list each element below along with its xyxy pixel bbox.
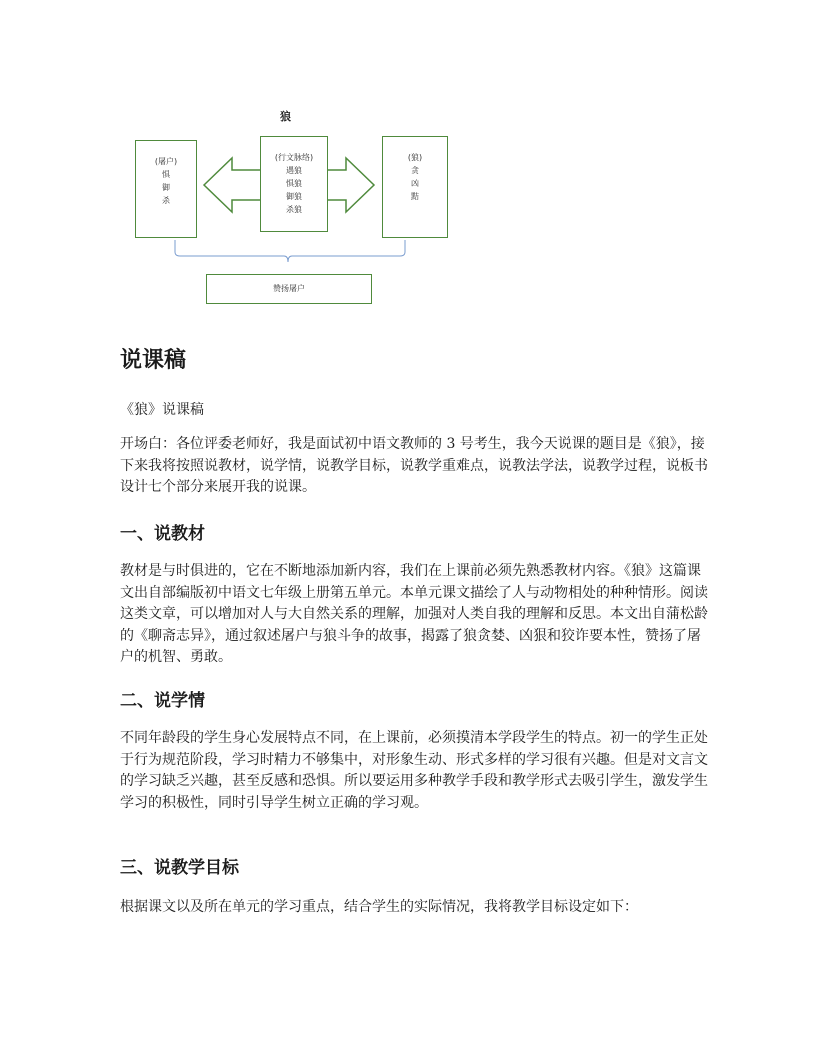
box-line: 赞扬屠户	[273, 284, 305, 293]
box-line: 惧狼	[286, 179, 302, 188]
diagram-title: 狼	[280, 110, 291, 123]
box-line: (狼)	[407, 153, 423, 162]
box-line: 贪	[411, 166, 419, 175]
page-title: 说课稿	[120, 348, 187, 373]
butcher-box	[135, 140, 197, 238]
plot-box	[260, 136, 328, 232]
box-line: 杀狼	[286, 205, 302, 214]
section-heading: 一、说教材	[120, 524, 205, 544]
box-line: 遇狼	[286, 166, 302, 175]
box-line: 御狼	[286, 192, 302, 201]
box-line: 凶	[411, 179, 419, 188]
conclusion-box	[206, 274, 372, 304]
section-paragraph: 不同年龄段的学生身心发展特点不同，在上课前，必须摸清本学段学生的特点。初一的学生正处于行为规范阶段，学习时精力不够集中，对形象生动、形式多样的学习很有兴趣。但是对文言文的学习缺乏兴趣，甚至反感和恐惧。所以要运用多种教学手段和教学形式去吸引学生，激发学生学习的积极性，同时引导学生树立正确的学习观。	[120, 730, 708, 811]
structure-diagram	[120, 100, 460, 310]
box-line: (行文脉络)	[274, 153, 314, 162]
wolf-box	[382, 136, 448, 238]
intro-paragraph: 开场白：各位评委老师好，我是面试初中语文教师的 3 号考生，我今天说课的题目是《狼》，接下来我将按照说教材，说学情，说教学目标，说教学重难点，说教法学法，说教学过程，说板书设计七个部分来展开我的说课。	[120, 436, 708, 495]
section-paragraph: 教材是与时俱进的，它在不断地添加新内容，我们在上课前必须先熟悉教材内容。《狼》这篇课文出自部编版初中语文七年级上册第五单元。本单元课文描绘了人与动物相处的种种情形。阅读这类文章，可以增加对人与大自然关系的理解，加强对人类自我的理解和反思。本文出自蒲松龄的《聊斋志异》，通过叙述屠户与狼斗争的故事，揭露了狼贪婪、凶狠和狡诈要本性，赞扬了屠户的机智、勇敢。	[120, 563, 708, 665]
box-line: 御	[162, 183, 170, 192]
box-line: 黠	[411, 192, 419, 201]
box-line: 杀	[162, 196, 170, 205]
section-heading: 三、说教学目标	[120, 858, 239, 878]
bracket-line	[175, 240, 405, 262]
box-line: (屠户)	[154, 157, 178, 166]
box-line: 惧	[162, 170, 170, 179]
subtitle: 《狼》说课稿	[120, 402, 204, 418]
section-paragraph: 根据课文以及所在单元的学习重点，结合学生的实际情况，我将教学目标设定如下：	[120, 899, 638, 915]
section-heading: 二、说学情	[120, 691, 205, 711]
